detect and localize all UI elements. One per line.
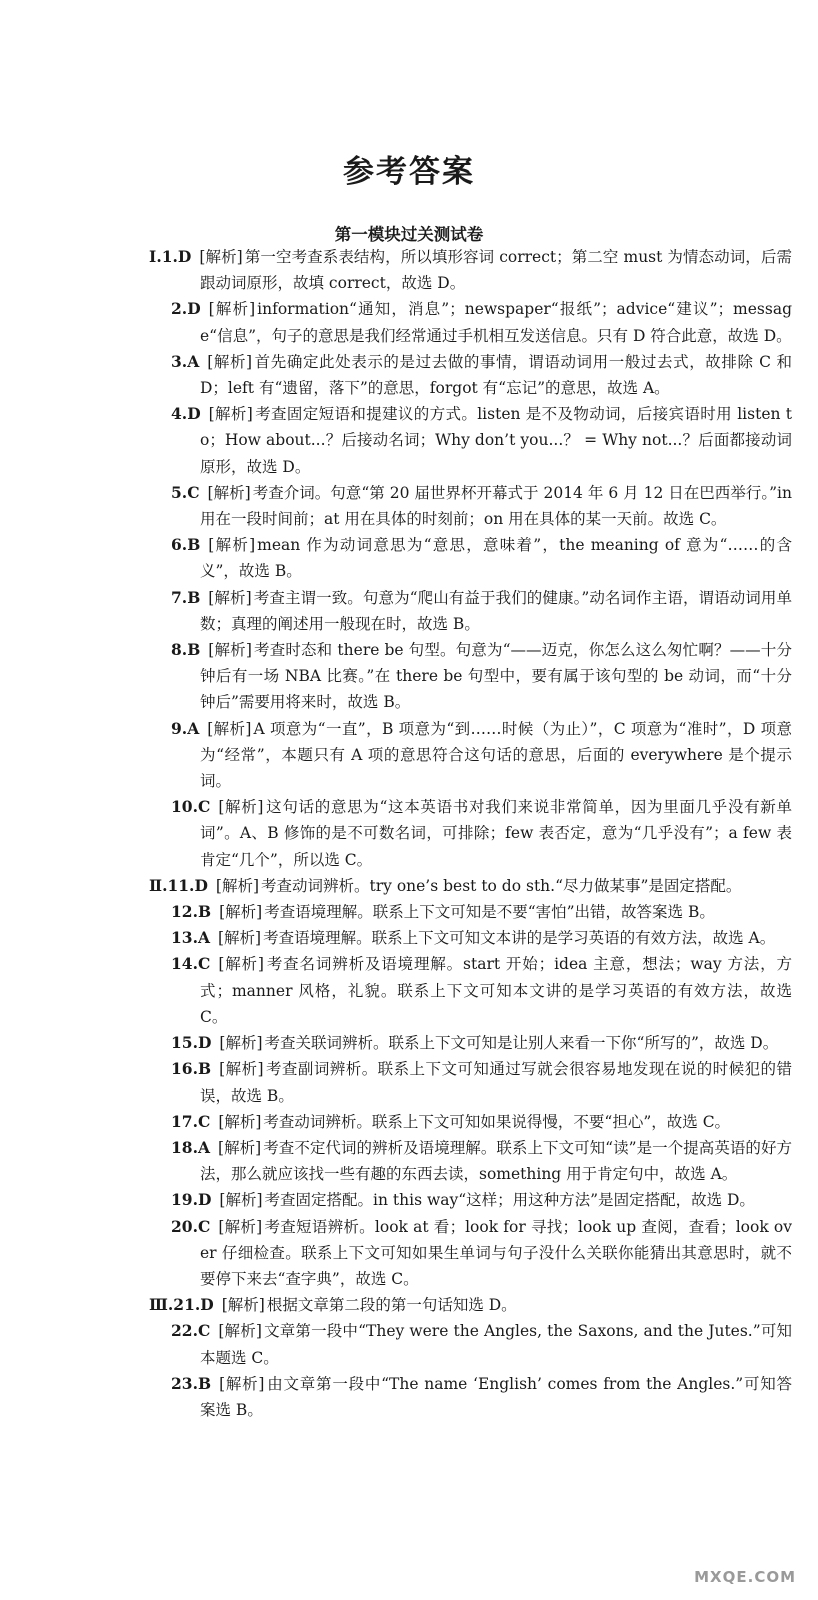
analysis-tag: [解析] xyxy=(208,405,253,424)
analysis-text: 考查固定短语和提建议的方式。listen 是不及物动词，后接宾语时用 listen to；How about...？后接动名词；Why don’t you...？ = Why not...？后面都接动词原形，故选 D。 xyxy=(200,405,792,476)
analysis-tag: [解析] xyxy=(218,1138,262,1157)
question-number: 19. xyxy=(171,1190,198,1210)
answer-letter: D xyxy=(177,247,192,266)
analysis-tag: [解析] xyxy=(219,1191,263,1210)
question-number: 23. xyxy=(171,1373,198,1393)
question-number: 22. xyxy=(171,1321,198,1341)
answer-letter: A xyxy=(197,1137,210,1157)
analysis-tag: [解析] xyxy=(208,300,256,319)
answer-letter: B xyxy=(197,1059,212,1079)
answer-letter: A xyxy=(187,351,200,371)
answer-letter: A xyxy=(197,928,210,948)
question-number: 14. xyxy=(171,954,198,974)
question-number: 3. xyxy=(171,351,188,371)
answer-item xyxy=(170,1135,792,1187)
analysis-text: 考查不定代词的辨析及语境理解。联系上下文可知“读”是一个提高英语的好方法，那么就应该找一些有趣的东西去读，something 用于肯定句中，故选 A。 xyxy=(200,1138,792,1184)
analysis-text: 考查固定搭配。in this way“这样；用这种方法”是固定搭配，故选 D。 xyxy=(264,1191,755,1210)
question-number: 6. xyxy=(171,535,188,555)
analysis-tag: [解析] xyxy=(215,876,259,895)
analysis-tag: [解析] xyxy=(208,641,252,660)
answer-letter: B xyxy=(197,1373,212,1393)
answer-item xyxy=(170,1030,792,1056)
analysis-tag: [解析] xyxy=(218,798,264,817)
analysis-text: 考查短语辨析。look at 看；look for 寻找；look up 查阅，查看；look over 仔细检查。联系上下文可知如果生单词与句子没什么关联你能猜出其意思时，就不要停下来去“查字典”，故选 C。 xyxy=(200,1217,792,1288)
question-number: 2. xyxy=(171,299,188,319)
answer-letter: C xyxy=(187,482,200,502)
answer-letter: D xyxy=(197,1190,212,1210)
analysis-text: 由文章第一段中“The name ‘English’ comes from the Angles.”可知答案选 B。 xyxy=(200,1374,792,1419)
page-title: 参考答案 xyxy=(343,154,475,190)
analysis-tag: [解析] xyxy=(219,1034,263,1053)
answer-letter: A xyxy=(187,718,200,738)
answer-item xyxy=(170,532,792,584)
analysis-text: 考查动词辨析。联系上下文可知如果说得慢，不要“担心”，故选 C。 xyxy=(263,1112,731,1131)
question-number: 10. xyxy=(171,797,198,817)
analysis-text: 首先确定此处表示的是过去做的事情，谓语动词用一般过去式，故排除 C 和 D；left 有“遗留，落下”的意思，forgot 有“忘记”的意思，故选 A。 xyxy=(200,352,792,398)
question-number: 7. xyxy=(171,587,188,607)
question-number: 17. xyxy=(171,1111,198,1131)
answer-item xyxy=(170,401,792,480)
analysis-text: 考查关联词辨析。联系上下文可知是让别人来看一下你“所写的”，故选 D。 xyxy=(264,1034,779,1053)
group-marker: Ⅰ. xyxy=(149,247,162,266)
analysis-tag: [解析] xyxy=(219,903,263,922)
group-marker: Ⅱ. xyxy=(149,875,168,895)
question-number: 11. xyxy=(167,875,195,895)
analysis-text: A 项意为“一直”，B 项意为“到……时候（为止）”，C 项意为“准时”，D 项意为“经常”，本题只有 A 项的意思符合这句话的意思，后面的 everywhere 是个提示词。 xyxy=(200,719,792,791)
answer-item xyxy=(170,794,792,873)
analysis-tag: [解析] xyxy=(207,483,251,502)
answer-letter: D xyxy=(187,299,201,319)
question-number: 8. xyxy=(171,640,188,660)
answer-item xyxy=(170,296,792,348)
answer-letter: D xyxy=(200,1295,214,1315)
answer-letter: D xyxy=(194,875,208,895)
analysis-text: 考查语境理解。联系上下文可知是不要“害怕”出错，故答案选 B。 xyxy=(264,903,715,922)
answer-letter: B xyxy=(187,587,201,607)
question-number: 16. xyxy=(171,1059,198,1079)
analysis-tag: [解析] xyxy=(218,1217,263,1236)
answer-item xyxy=(170,951,792,1030)
analysis-text: 考查语境理解。联系上下文可知文本讲的是学习英语的有效方法，故选 A。 xyxy=(263,929,776,948)
question-number: 15. xyxy=(171,1033,198,1053)
watermark: MXQE.COM xyxy=(694,1568,796,1586)
answer-item xyxy=(170,925,792,951)
answer-item xyxy=(170,1371,792,1423)
analysis-text: 根据文章第二段的第一句话知选 D。 xyxy=(266,1296,517,1315)
analysis-tag: [解析] xyxy=(199,248,243,266)
question-number: 12. xyxy=(171,902,198,922)
question-number: 1. xyxy=(161,247,178,266)
answer-item xyxy=(170,1109,792,1135)
question-number: 4. xyxy=(171,404,188,424)
analysis-text: information“通知，消息”；newspaper“报纸”；advice“建议”；message“信息”，句子的意思是我们经常通过手机相互发送信息。只有 D 符合此意，故选 D。 xyxy=(200,300,792,345)
analysis-text: 考查名词辨析及语境理解。start 开始；idea 主意，想法；way 方法，方式；manner 风格，礼貌。联系上下文可知本文讲的是学习英语的有效方法，故选 C。 xyxy=(200,955,792,1026)
answer-letter: B xyxy=(197,902,212,922)
answer-item xyxy=(170,637,792,716)
analysis-text: 第一空考查系表结构，所以填形容词 correct；第二空 must 为情态动词，后需跟动词原形，故填 correct，故选 D。 xyxy=(200,248,792,293)
group-marker: Ⅲ. xyxy=(149,1295,174,1315)
analysis-tag: [解析] xyxy=(219,1060,264,1079)
analysis-text: 考查时态和 there be 句型。句意为“——迈克，你怎么这么匆忙啊？——十分钟后有一场 NBA 比赛。”在 there be 句型中，要有属于该句型的 be 动词，而“十分钟后”需要用将来时，故选 B。 xyxy=(200,641,792,712)
analysis-tag: [解析] xyxy=(219,1374,265,1393)
answer-letter: D xyxy=(197,1033,212,1053)
answer-item xyxy=(170,480,792,532)
question-number: 20. xyxy=(171,1216,198,1236)
answer-item xyxy=(148,244,792,296)
answer-item xyxy=(170,1318,792,1370)
analysis-text: 这句话的意思为“这本英语书对我们来说非常简单，因为里面几乎没有新单词”。A、B 修饰的是不可数名词，可排除；few 表否定，意为“几乎没有”；a few 表肯定“几个”，所以选 C。 xyxy=(200,798,792,869)
section-title: 第一模块过关测试卷 xyxy=(334,225,484,244)
analysis-tag: [解析] xyxy=(218,955,264,974)
analysis-tag: [解析] xyxy=(218,929,262,948)
analysis-tag: [解析] xyxy=(218,1112,262,1131)
analysis-text: 考查动词辨析。try one’s best to do sth.“尽力做某事”是固定搭配。 xyxy=(261,876,742,895)
question-number: 5. xyxy=(171,482,188,502)
answer-item xyxy=(148,873,792,899)
answer-item xyxy=(170,899,792,925)
answer-item xyxy=(170,1056,792,1108)
answer-letter: C xyxy=(197,797,211,817)
question-number: 9. xyxy=(171,718,188,738)
analysis-text: mean 作为动词意思为“意思，意味着”，the meaning of 意为“……的含义”，故选 B。 xyxy=(200,536,792,581)
question-number: 18. xyxy=(171,1137,198,1157)
question-number: 21. xyxy=(173,1295,201,1315)
answer-item xyxy=(170,716,792,795)
analysis-text: 考查副词辨析。联系上下文可知通过写就会很容易地发现在说的时候犯的错误，故选 B。 xyxy=(200,1060,792,1105)
answer-letter: C xyxy=(197,954,211,974)
analysis-tag: [解析] xyxy=(221,1296,265,1315)
answer-letter: C xyxy=(197,1111,211,1131)
analysis-tag: [解析] xyxy=(218,1322,262,1341)
answer-item xyxy=(170,585,792,637)
answer-item xyxy=(148,1292,792,1318)
answer-letter: D xyxy=(187,404,201,424)
answer-item xyxy=(170,1214,792,1293)
analysis-text: 考查介词。句意“第 20 届世界杯开幕式于 2014 年 6 月 12 日在巴西举行。”in 用在一段时间前；at 用在具体的时刻前；on 用在具体的某一天前。故选 C。 xyxy=(200,483,792,529)
analysis-text: 考查主谓一致。句意为“爬山有益于我们的健康。”动名词作主语，谓语动词用单数；真理的阐述用一般现在时，故选 B。 xyxy=(200,588,792,633)
answer-letter: C xyxy=(197,1216,211,1236)
answer-letter: C xyxy=(197,1321,211,1341)
question-number: 13. xyxy=(171,928,198,948)
analysis-tag: [解析] xyxy=(208,536,256,555)
answer-item xyxy=(170,1187,792,1213)
answer-letter: B xyxy=(187,640,201,660)
answer-list xyxy=(149,244,792,1423)
answer-letter: B xyxy=(187,535,201,555)
analysis-tag: [解析] xyxy=(207,719,252,738)
answer-item xyxy=(170,349,792,401)
analysis-text: 文章第一段中“They were the Angles, the Saxons, and the Jutes.”可知本题选 C。 xyxy=(200,1322,792,1367)
analysis-tag: [解析] xyxy=(207,352,253,371)
analysis-tag: [解析] xyxy=(208,588,252,607)
